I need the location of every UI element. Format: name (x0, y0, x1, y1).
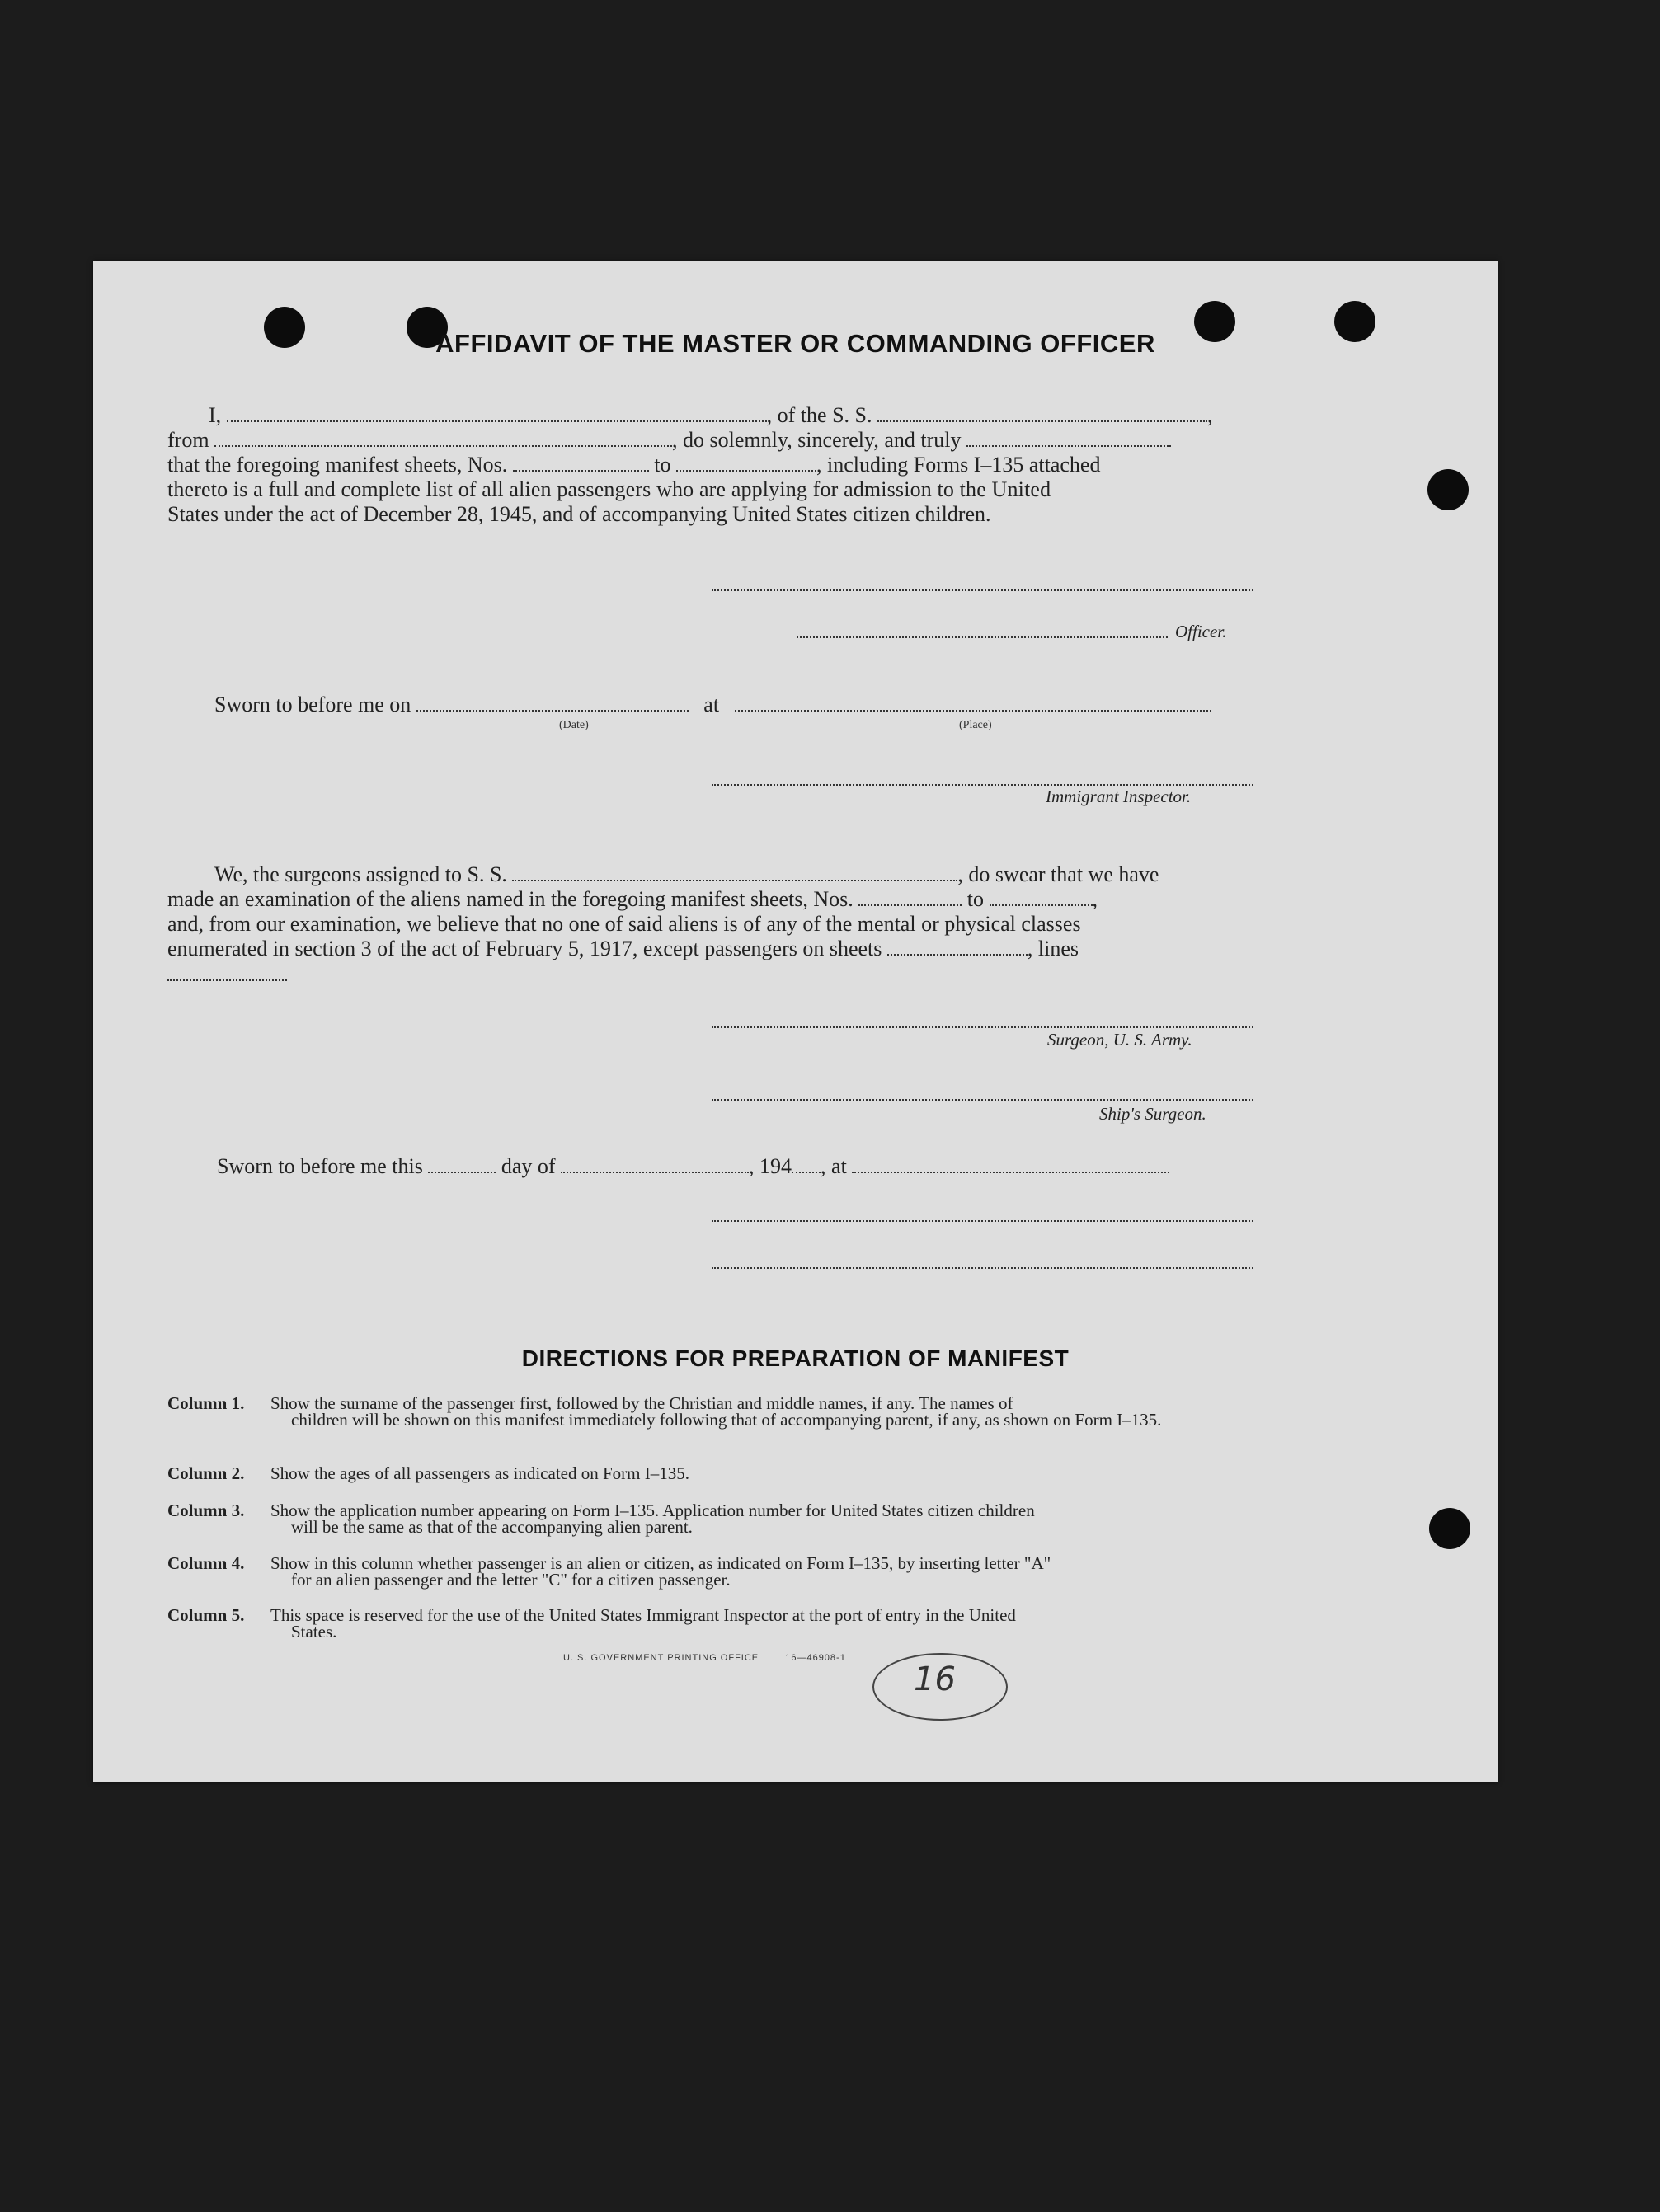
immigrant-inspector-label: Immigrant Inspector. (1046, 787, 1192, 806)
place-caption: (Place) (959, 719, 992, 731)
surgeon-army-label: Surgeon, U. S. Army. (1047, 1030, 1192, 1050)
punch-hole (1427, 469, 1469, 510)
affidavit-line-5: States under the act of December 28, 1945, and of accompanying United States citizen children. (167, 502, 991, 526)
surgeons-line-1: We, the surgeons assigned to S. S. , do swear that we have (214, 862, 1159, 886)
affidavit-line-4: thereto is a full and complete list of all alien passengers who are applying for admission to the United (167, 477, 1051, 501)
printing-office-imprint: U. S. GOVERNMENT PRINTING OFFICE 16—46908-1 (563, 1653, 846, 1663)
signature-line (712, 1026, 1253, 1028)
affidavit-line-1: I, , of the S. S. , (209, 403, 1213, 427)
ships-surgeon-label: Ship's Surgeon. (1099, 1104, 1206, 1124)
directions-title: DIRECTIONS FOR PREPARATION OF MANIFEST (521, 1346, 1070, 1371)
direction-column-label: Column 4. (167, 1553, 245, 1573)
sworn-day-line: Sworn to before me this day of , 194 , at (217, 1154, 1289, 1179)
surgeons-line-4: enumerated in section 3 of the act of February 5, 1917, except passengers on sheets , lines (167, 937, 1079, 960)
affidavit-line-3: that the foregoing manifest sheets, Nos. to , including Forms I–135 attached (167, 453, 1101, 477)
direction-column-1: Column 1. Show the surname of the passenger first, followed by the Christian and middle names, if any. The names of children will be shown on this manifest immediately following that of accompanying parent, if any, as shown on Form I–135. (167, 1393, 1162, 1430)
direction-column-label: Column 5. (167, 1605, 245, 1625)
date-caption: (Date) (559, 719, 589, 731)
affidavit-form-page (93, 261, 1498, 1782)
signature-line (712, 1267, 1253, 1269)
signature-line (712, 784, 1253, 786)
signature-line (712, 589, 1253, 591)
signature-line (712, 1099, 1253, 1101)
direction-column-4: Column 4. Show in this column whether passenger is an alien or citizen, as indicated on Form I–135, by inserting letter "A" for an alien passenger and the letter "C" for a citizen passenger. (167, 1553, 1051, 1590)
affidavit-line-2: from , do solemnly, sincerely, and truly (167, 428, 1355, 453)
direction-column-label: Column 3. (167, 1500, 245, 1520)
officer-label: Officer. (1175, 622, 1227, 641)
surgeons-line-2: made an examination of the aliens named in the foregoing manifest sheets, Nos. to , (167, 887, 1098, 911)
surgeons-line-3: and, from our examination, we believe that no one of said aliens is of any of the mental or physical classes (167, 912, 1081, 936)
direction-column-label: Column 2. (167, 1463, 245, 1483)
sworn-date-place-line: Sworn to before me on at (214, 693, 1286, 717)
direction-column-5: Column 5. This space is reserved for the use of the United States Immigrant Inspector at the port of entry in the United States. (167, 1605, 1016, 1641)
direction-column-3: Column 3. Show the application number appearing on Form I–135. Application number for United States citizen children will be the same as that of the accompanying alien parent. (167, 1500, 1035, 1537)
direction-column-label: Column 1. (167, 1393, 245, 1413)
lines-blank (167, 979, 287, 981)
signature-line (712, 1220, 1253, 1222)
signature-line (797, 636, 1168, 638)
punch-hole (1429, 1508, 1470, 1549)
form-title: AFFIDAVIT OF THE MASTER OR COMMANDING OFFICER (435, 329, 1155, 358)
direction-column-2: Column 2. Show the ages of all passengers as indicated on Form I–135. (167, 1463, 689, 1483)
handwritten-page-number: 16 (914, 1660, 956, 1698)
